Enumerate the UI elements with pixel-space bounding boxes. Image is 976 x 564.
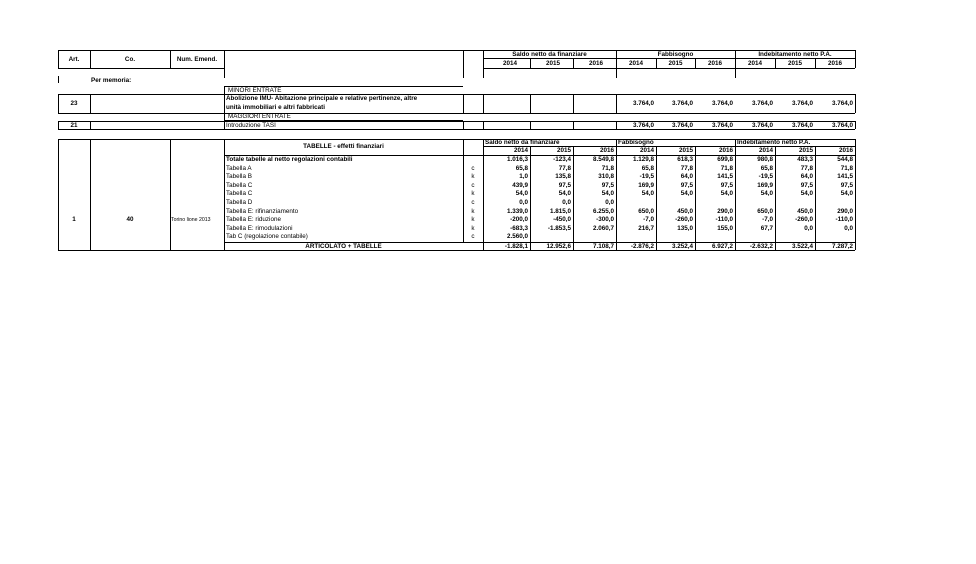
tabelle-cell: 2.560,0 [506, 233, 528, 241]
tabelle-year-header: 2016 [718, 147, 733, 154]
row-23-value: 3.764,0 [751, 100, 773, 107]
tabelle-row-type: c [471, 164, 475, 172]
tabelle-cell: 1.815,0 [549, 207, 571, 215]
tabelle-row-label: Tabella B [226, 173, 252, 181]
tabelle-cell: 141,5 [717, 173, 733, 181]
tabelle-row-type: k [471, 224, 475, 232]
tabelle-year-header: 2015 [798, 147, 813, 154]
tabelle-cell: 97,5 [558, 181, 571, 189]
total-cell: 12.952,6 [546, 243, 571, 250]
tabelle-cell: 980,8 [757, 156, 773, 163]
row-23-desc-line2: unità immobiliari e altri fabbricati [226, 104, 326, 111]
tabelle-cell: -123,4 [553, 156, 571, 163]
row-21-value: 3.764,0 [671, 122, 693, 129]
tabelle-cell: -1.853,5 [547, 224, 571, 232]
tabelle-row-label: Tab C (regolazione contabile) [226, 233, 308, 241]
tabelle-cell: 169,9 [638, 181, 654, 189]
row-23-value: 3.764,0 [632, 100, 654, 107]
tabelle-cell: 0,0 [844, 224, 853, 232]
tabelle-cell: 135,0 [677, 224, 693, 232]
tabelle-cell: 155,0 [717, 224, 733, 232]
total-cell: 3.252,4 [671, 243, 693, 250]
tabelle-year-header: 2015 [556, 147, 571, 154]
header-year: 2014 [502, 60, 517, 67]
tabelle-cell: 650,0 [638, 207, 654, 215]
tabelle-cell: 71,8 [601, 164, 614, 172]
tabelle-cell: 6.255,0 [592, 207, 614, 215]
tabelle-cell: -19,5 [639, 173, 654, 181]
memo-label: Per memoria: [91, 77, 132, 84]
tabelle-cell: 618,3 [677, 156, 693, 163]
row-21-value: 3.764,0 [711, 122, 733, 129]
tabelle-cell: 54,0 [840, 190, 853, 198]
total-cell: -2.876,2 [630, 243, 654, 250]
header-group-indebitamento: Indebitamento netto P.A. [758, 51, 832, 58]
total-label: ARTICOLATO + TABELLE [305, 243, 382, 250]
tabelle-cell: 54,0 [720, 190, 733, 198]
tabelle-cell: 54,0 [601, 190, 614, 198]
tabelle-cell: 0,0 [519, 199, 528, 206]
row-23-art: 23 [70, 100, 78, 107]
tabelle-row-type: k [471, 173, 475, 181]
tabelle-cell: 1,0 [519, 173, 528, 181]
tabelle-year-header: 2016 [838, 147, 853, 154]
tabelle-cell: 450,0 [677, 207, 693, 215]
header-num-emend: Num. Emend. [176, 56, 218, 63]
header-group-saldo: Saldo netto da finanziare [512, 51, 587, 58]
tabelle-cell: -683,3 [510, 224, 528, 232]
tabelle-year-header: 2016 [599, 147, 614, 154]
tabelle-row-type: c [471, 199, 475, 206]
tabelle-cell: 483,3 [797, 156, 813, 163]
total-cell: 7.108,7 [592, 243, 614, 250]
tabelle-row-type: c [471, 233, 475, 241]
tabelle-cell: 2.060,7 [592, 224, 614, 232]
tabelle-row-label: Tabella A [226, 164, 252, 172]
tabelle-year-header: 2015 [678, 147, 693, 154]
tabelle-cell: 97,5 [840, 181, 853, 189]
row-21-desc: Introduzione TASI [226, 122, 276, 129]
tabelle-cell: 97,5 [601, 181, 614, 189]
tabelle-cell: -19,5 [758, 173, 773, 181]
tabelle-cell: 0,0 [605, 199, 614, 206]
tabelle-cell: 65,8 [515, 164, 528, 172]
header-year: 2016 [707, 60, 722, 67]
maggiori-entrate-label: MAGGIORI ENTRATE [228, 113, 291, 120]
tabelle-cell: 65,8 [760, 164, 773, 172]
tabelle-row-label: Tabella E: rifinanziamento [226, 207, 299, 215]
tabelle-cell: 141,5 [837, 173, 853, 181]
tabelle-cell: -110,0 [715, 216, 733, 224]
tabelle-cell: 77,8 [680, 164, 693, 172]
tabelle-row-label: Tabella E: rimodulazioni [226, 224, 293, 232]
tabelle-cell: -7,0 [643, 216, 654, 224]
row-21-value: 3.764,0 [791, 122, 813, 129]
tabelle-emend: Torino lione 2013 [171, 217, 211, 223]
tabelle-cell: 64,0 [800, 173, 813, 181]
tabelle-year-header: 2014 [758, 147, 773, 154]
tabelle-cell: 97,5 [680, 181, 693, 189]
tabelle-row-type: k [471, 207, 475, 215]
tabelle-cell: 54,0 [641, 190, 654, 198]
tabelle-cell: 54,0 [680, 190, 693, 198]
tabelle-cell: -300,0 [596, 216, 614, 224]
tabelle-cell: 1.339,0 [506, 207, 528, 215]
header-year: 2016 [827, 60, 842, 67]
tabelle-cell: 77,8 [558, 164, 571, 172]
tabelle-cell: 77,8 [800, 164, 813, 172]
tabelle-cell: 650,0 [757, 207, 773, 215]
header-year: 2015 [668, 60, 683, 67]
minori-entrate-label: MINORI ENTRATE [228, 87, 282, 94]
tabelle-cell: 54,0 [760, 190, 773, 198]
tabelle-group-indebitamento: Indebitamento netto P.A. [737, 139, 811, 146]
tabelle-cell: -7,0 [762, 216, 773, 224]
tabelle-cell: 216,7 [638, 224, 654, 232]
tabelle-cell: 0,0 [804, 224, 813, 232]
header-year: 2016 [588, 60, 603, 67]
tabelle-cell: 290,0 [837, 207, 853, 215]
tabelle-cell: 71,8 [840, 164, 853, 172]
tabelle-cell: 65,8 [641, 164, 654, 172]
header-year: 2014 [628, 60, 643, 67]
tabelle-cell: 439,9 [512, 181, 528, 189]
tabelle-row-label: Tabella C [226, 190, 253, 198]
total-cell: -2.632,2 [749, 243, 773, 250]
header-year: 2014 [747, 60, 762, 67]
tabelle-row-type: k [471, 216, 475, 224]
tabelle-cell: 699,8 [717, 156, 733, 163]
tabelle-cell: 71,8 [720, 164, 733, 172]
tabelle-co: 40 [126, 216, 134, 223]
row-23-desc-line1: Abolizione IMU- Abitazione principale e relative pertinenze, altre [226, 95, 418, 102]
tabelle-cell: 0,0 [562, 199, 571, 206]
tabelle-cell: 64,0 [680, 173, 693, 181]
tabelle-art: 1 [72, 216, 76, 223]
tabelle-cell: 54,0 [515, 190, 528, 198]
tabelle-row-label: Totale tabelle al netto regolazioni contabili [226, 156, 353, 163]
header-group-fabbisogno: Fabbisogno [657, 51, 694, 58]
tabelle-cell: -200,0 [510, 216, 528, 224]
tabelle-cell: 544,8 [837, 156, 853, 163]
tabelle-cell: 54,0 [558, 190, 571, 198]
row-23-value: 3.764,0 [671, 100, 693, 107]
tabelle-row-label: Tabella E: riduzione [226, 216, 281, 224]
tabelle-row-label: Tabella D [226, 199, 253, 206]
row-21-value: 3.764,0 [632, 122, 654, 129]
tabelle-group-fabbisogno: Fabbisogno [618, 139, 654, 146]
row-23-value: 3.764,0 [831, 100, 853, 107]
total-cell: 7.287,2 [831, 243, 853, 250]
tabelle-cell: 169,9 [757, 181, 773, 189]
row-23-value: 3.764,0 [791, 100, 813, 107]
tabelle-cell: -260,0 [675, 216, 693, 224]
total-cell: 3.522,4 [791, 243, 813, 250]
tabelle-cell: 8.549,8 [592, 156, 614, 163]
tabelle-year-header: 2014 [639, 147, 654, 154]
tabelle-cell: 97,5 [800, 181, 813, 189]
tabelle-cell: -450,0 [553, 216, 571, 224]
tabelle-cell: 67,7 [760, 224, 773, 232]
header-co: Co. [124, 56, 136, 63]
tabelle-cell: -260,0 [795, 216, 813, 224]
tabelle-cell: -110,0 [835, 216, 853, 224]
tabelle-title: TABELLE - effetti finanziari [303, 143, 384, 150]
tabelle-cell: 54,0 [800, 190, 813, 198]
tabelle-group-saldo: Saldo netto da finanziare [485, 139, 560, 146]
total-cell: -1.828,1 [504, 243, 528, 250]
row-23-value: 3.764,0 [711, 100, 733, 107]
tabelle-cell: 310,8 [598, 173, 614, 181]
tabelle-cell: 1.129,8 [632, 156, 654, 163]
row-21-art: 21 [70, 122, 78, 129]
row-21-value: 3.764,0 [831, 122, 853, 129]
total-cell: 6.927,2 [711, 243, 733, 250]
tabelle-cell: 97,5 [720, 181, 733, 189]
tabelle-cell: 450,0 [797, 207, 813, 215]
tabelle-row-type: c [471, 181, 475, 189]
tabelle-year-header: 2014 [513, 147, 528, 154]
header-year: 2015 [787, 60, 802, 67]
tabelle-row-type: k [471, 190, 475, 198]
header-year: 2015 [545, 60, 560, 67]
tabelle-cell: 135,8 [555, 173, 571, 181]
tabelle-cell: 290,0 [717, 207, 733, 215]
tabelle-row-label: Tabella C [226, 181, 253, 189]
row-21-value: 3.764,0 [751, 122, 773, 129]
header-art: Art. [68, 56, 80, 63]
tabelle-cell: 1.016,3 [506, 156, 528, 163]
